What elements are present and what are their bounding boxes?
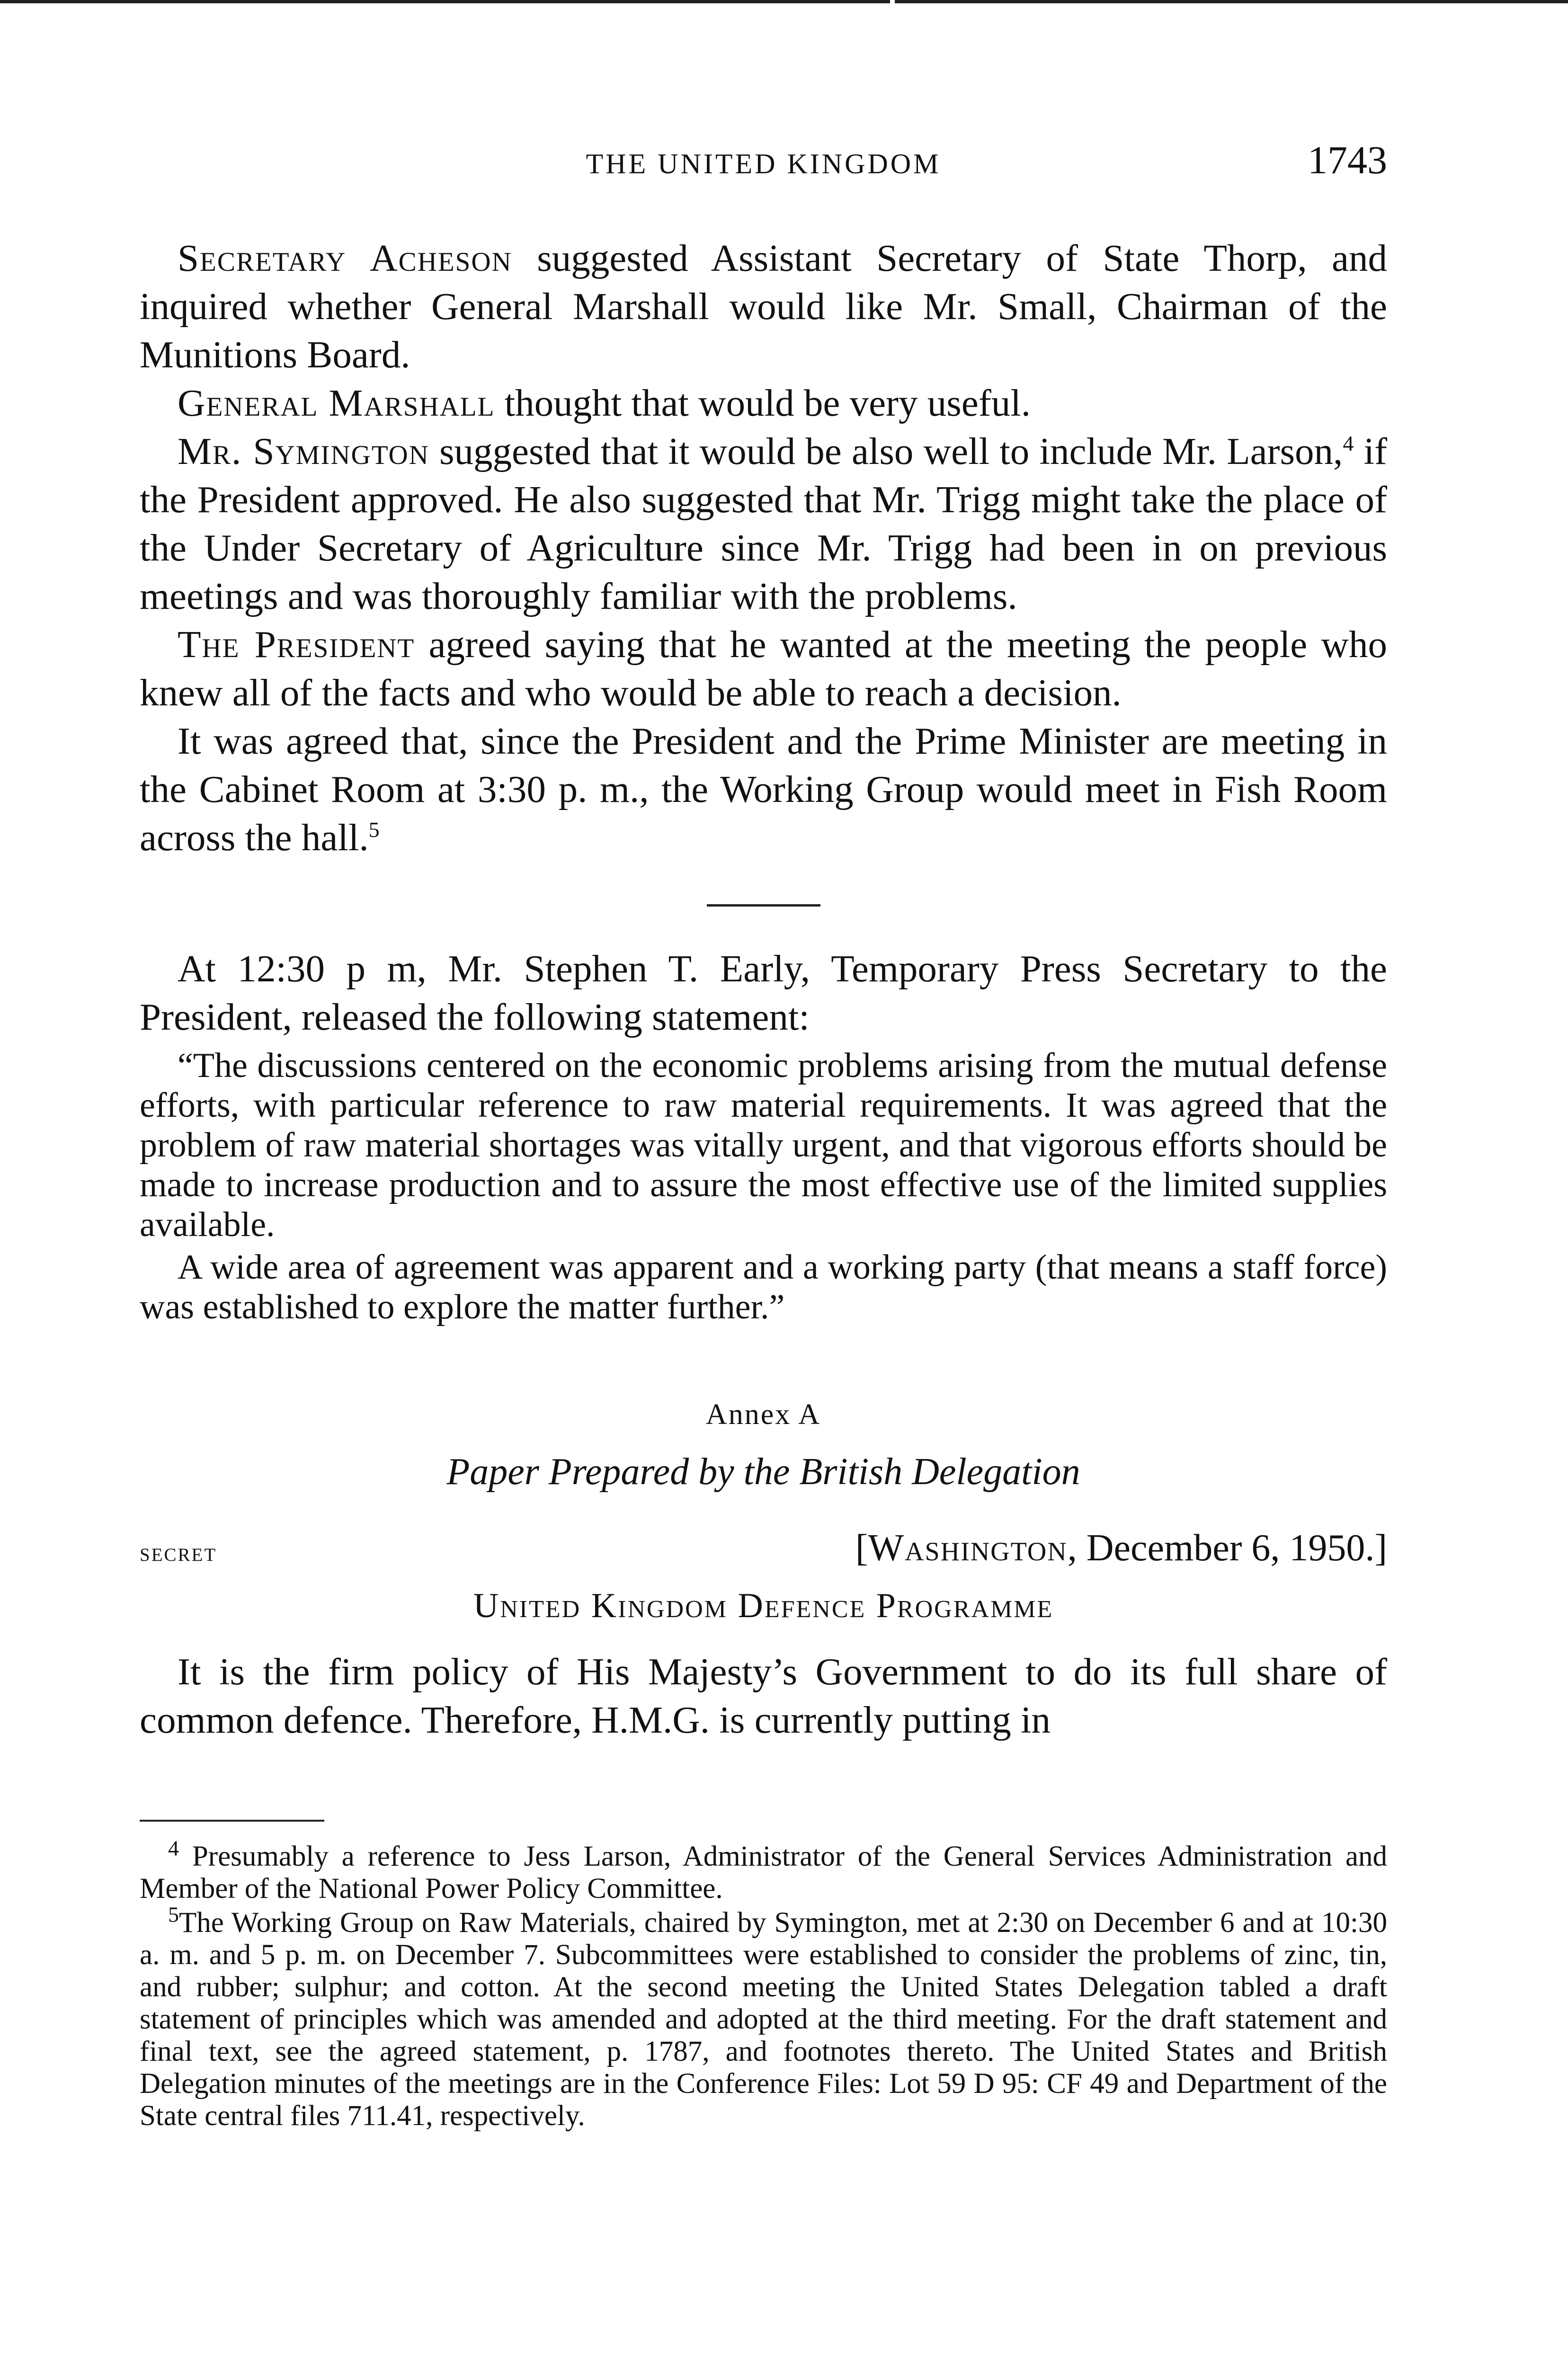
- footnote-ref: 5: [368, 818, 380, 842]
- running-title: THE UNITED KINGDOM: [586, 148, 941, 179]
- press-section: [140, 944, 1387, 1041]
- dateline-bracket: [: [855, 1527, 868, 1569]
- quote-paragraph: “The discussions centered on the economic problems arising from the mutual defense efforts, with particular reference to raw material requirements. It was agreed that the problem of raw material shortages was vitally urgent, and that vigorous efforts should be made to increase production and to assure the most effective use of the limited supplies available.: [140, 1046, 1387, 1244]
- paragraph-text: suggested Assistant Secretary of State Thorp, and inquired whether General Marshall would like Mr. Small, Chairman of the Munitions Board.: [140, 237, 1387, 376]
- paragraph: [140, 234, 1387, 379]
- dateline-place: Washington: [868, 1527, 1068, 1569]
- footnote-text: The Working Group on Raw Materials, chaired by Symington, met at 2:30 on December 6 and at 10:30 a. m. and 5 p. m. on December 7. Subcommittees were established to consider the problems of zinc, tin, and rubber; sulphur; and cotton. At the second meeting the United States Delegation tabled a draft statement of principles which was amended and adopted at the third meeting. For the draft statement and final text, see the agreed statement, p. 1787, and footnotes thereto. The United States and British Delegation minutes of the meetings are in the Conference Files: Lot 59 D 95: CF 49 and Department of the State central files 711.41, respectively.: [140, 1907, 1387, 2132]
- paragraph-text: agreed saying that he wanted at the meeting the people who knew all of the facts and who would be able to reach a decision.: [140, 623, 1387, 714]
- paragraph: [140, 379, 1387, 427]
- paragraph-text: thought that would be very useful.: [495, 382, 1031, 424]
- classification-marking: secret: [140, 1538, 217, 1567]
- paragraph-text: suggested that it would be also well to include Mr. Larson,: [429, 430, 1343, 472]
- press-statement: [140, 1046, 1387, 1327]
- footnote-text: Presumably a reference to Jess Larson, Administrator of the General Services Administration and Member of the National Power Policy Committee.: [140, 1841, 1387, 1904]
- footnotes: [140, 1836, 1387, 2132]
- top-border-rule: [0, 0, 890, 3]
- footnote-mark: 4: [168, 1836, 179, 1860]
- press-intro: At 12:30 p m, Mr. Stephen T. Early, Temporary Press Secretary to the President, released the following statement:: [140, 947, 1387, 1038]
- classification-line: [140, 1527, 1387, 1574]
- section-separator: [707, 904, 820, 907]
- annex-label: Annex A: [705, 1398, 821, 1431]
- speaker-name: Mr. Symington: [178, 430, 429, 472]
- speaker-name: The President: [178, 623, 415, 666]
- footnote: [140, 1902, 1387, 2132]
- paragraph: [140, 620, 1387, 717]
- footnote-ref: 4: [1343, 431, 1354, 455]
- paragraph: [140, 427, 1387, 620]
- document-heading: United Kingdom Defence Programme: [473, 1586, 1054, 1625]
- annex-title: Paper Prepared by the British Delegation: [446, 1451, 1080, 1493]
- document-body: [140, 1647, 1387, 1744]
- paragraph: It is the firm policy of His Majesty’s Government to do its full share of common defence. Therefore, H.M.G. is currently putting in: [140, 1650, 1387, 1741]
- speaker-name: Secretary Acheson: [178, 237, 512, 279]
- speaker-name: General Marshall: [178, 382, 495, 424]
- page-number: 1743: [1308, 138, 1387, 182]
- running-head: [140, 137, 1387, 194]
- paragraph-text: It was agreed that, since the President and the Prime Minister are meeting in the Cabinet Room at 3:30 p. m., the Working Group would meet in Fish Room across the hall.: [140, 720, 1387, 859]
- document-page: [140, 137, 1387, 2134]
- quote-paragraph: A wide area of agreement was apparent and a working party (that means a staff force) was established to explore the matter further.”: [140, 1248, 1387, 1326]
- top-border-rule: [895, 0, 1568, 3]
- paragraph-text: if the President approved. He also suggested that Mr. Trigg might take the place of the Under Secretary of Agriculture since Mr. Trigg had been in on previous meetings and was thoroughly familiar with the problems.: [140, 430, 1387, 617]
- paragraph: [140, 717, 1387, 862]
- dateline-date: , December 6, 1950.]: [1067, 1527, 1387, 1569]
- footnote-mark: 5: [168, 1902, 179, 1927]
- dateline: [855, 1527, 1387, 1570]
- footnote: [140, 1836, 1387, 1905]
- footnote-rule: [140, 1820, 324, 1822]
- minutes-text: [140, 234, 1387, 862]
